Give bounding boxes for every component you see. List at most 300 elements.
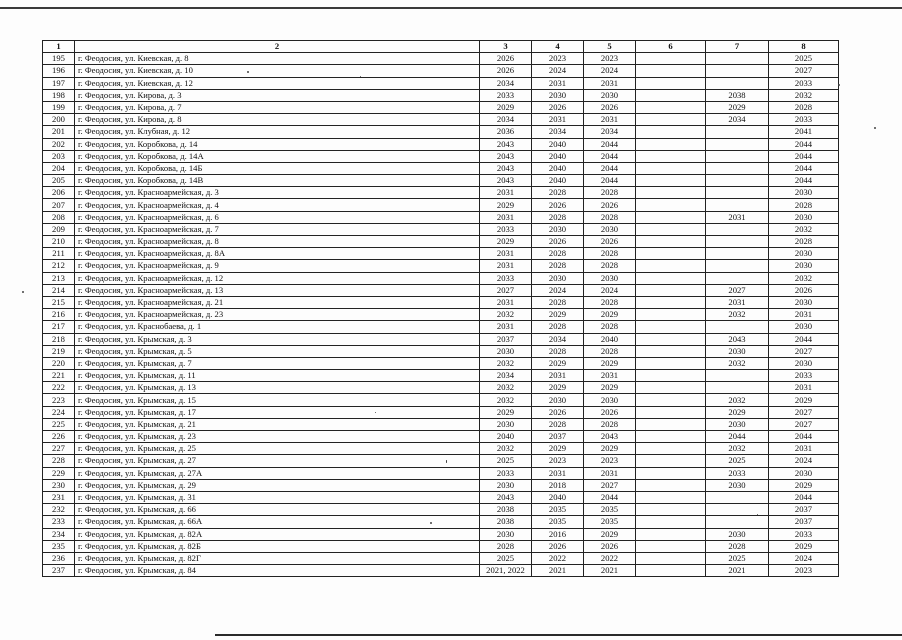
- cell-value-col-4: 2026: [532, 236, 584, 248]
- cell-value-col-3: 2040: [480, 431, 532, 443]
- cell-value-col-5: 2026: [584, 236, 636, 248]
- cell-value-col-4: 2031: [532, 467, 584, 479]
- cell-value-col-6: [636, 394, 706, 406]
- cell-value-col-3: 2033: [480, 467, 532, 479]
- cell-value-col-5: 2028: [584, 345, 636, 357]
- cell-value-col-5: 2026: [584, 199, 636, 211]
- cell-value-col-6: [636, 53, 706, 65]
- table-row: [43, 540, 839, 552]
- cell-row-number: 231: [43, 491, 75, 503]
- cell-value-col-6: [636, 260, 706, 272]
- cell-value-col-3: 2031: [480, 248, 532, 260]
- cell-value-col-8: 2031: [769, 443, 839, 455]
- table-row: [43, 333, 839, 345]
- cell-value-col-4: 2028: [532, 211, 584, 223]
- cell-value-col-6: [636, 162, 706, 174]
- cell-value-col-5: 2024: [584, 65, 636, 77]
- cell-address: г. Феодосия, ул. Красноармейская, д. 9: [75, 260, 480, 272]
- cell-value-col-4: 2031: [532, 77, 584, 89]
- cell-value-col-4: 2029: [532, 357, 584, 369]
- cell-value-col-7: 2031: [706, 211, 769, 223]
- cell-value-col-3: 2032: [480, 357, 532, 369]
- cell-value-col-7: 2027: [706, 284, 769, 296]
- header-row: [43, 41, 839, 53]
- column-header-5: 5: [584, 41, 636, 53]
- cell-address: г. Феодосия, ул. Крымская, д. 21: [75, 418, 480, 430]
- cell-value-col-8: 2033: [769, 370, 839, 382]
- cell-value-col-3: 2032: [480, 309, 532, 321]
- table-row: [43, 138, 839, 150]
- cell-value-col-4: 2030: [532, 394, 584, 406]
- table-row: [43, 382, 839, 394]
- cell-value-col-7: [706, 504, 769, 516]
- cell-address: г. Феодосия, ул. Крымская, д. 17: [75, 406, 480, 418]
- cell-row-number: 237: [43, 565, 75, 577]
- cell-address: г. Феодосия, ул. Крымская, д. 5: [75, 345, 480, 357]
- cell-value-col-8: 2030: [769, 357, 839, 369]
- cell-address: г. Феодосия, ул. Крымская, д. 27: [75, 455, 480, 467]
- cell-value-col-5: 2044: [584, 175, 636, 187]
- cell-address: г. Феодосия, ул. Красноармейская, д. 3: [75, 187, 480, 199]
- cell-value-col-3: 2029: [480, 406, 532, 418]
- cell-value-col-5: 2035: [584, 516, 636, 528]
- cell-row-number: 198: [43, 89, 75, 101]
- cell-value-col-3: 2021, 2022: [480, 565, 532, 577]
- scan-speck: [446, 460, 447, 463]
- cell-value-col-8: 2044: [769, 150, 839, 162]
- cell-value-col-8: 2023: [769, 565, 839, 577]
- cell-value-col-5: 2026: [584, 406, 636, 418]
- cell-address: г. Феодосия, ул. Коробкова, д. 14: [75, 138, 480, 150]
- cell-value-col-7: 2032: [706, 394, 769, 406]
- cell-row-number: 219: [43, 345, 75, 357]
- cell-value-col-6: [636, 284, 706, 296]
- cell-value-col-4: 2031: [532, 370, 584, 382]
- cell-value-col-5: 2043: [584, 431, 636, 443]
- cell-value-col-4: 2026: [532, 540, 584, 552]
- cell-value-col-8: 2030: [769, 211, 839, 223]
- table-row: [43, 272, 839, 284]
- cell-value-col-4: 2040: [532, 491, 584, 503]
- cell-address: г. Феодосия, ул. Красноармейская, д. 21: [75, 296, 480, 308]
- cell-value-col-6: [636, 443, 706, 455]
- cell-address: г. Феодосия, ул. Крымская, д. 27А: [75, 467, 480, 479]
- cell-value-col-4: 2028: [532, 187, 584, 199]
- cell-address: г. Феодосия, ул. Красноармейская, д. 6: [75, 211, 480, 223]
- cell-value-col-8: 2044: [769, 162, 839, 174]
- cell-row-number: 230: [43, 479, 75, 491]
- cell-value-col-6: [636, 248, 706, 260]
- cell-value-col-7: [706, 321, 769, 333]
- cell-row-number: 226: [43, 431, 75, 443]
- table-row: [43, 455, 839, 467]
- cell-value-col-5: 2028: [584, 296, 636, 308]
- cell-value-col-4: 2029: [532, 382, 584, 394]
- cell-value-col-5: 2030: [584, 394, 636, 406]
- cell-value-col-8: 2030: [769, 321, 839, 333]
- cell-value-col-3: 2030: [480, 345, 532, 357]
- cell-address: г. Феодосия, ул. Кирова, д. 8: [75, 114, 480, 126]
- cell-value-col-4: 2023: [532, 455, 584, 467]
- cell-value-col-4: 2040: [532, 162, 584, 174]
- cell-value-col-7: [706, 53, 769, 65]
- cell-value-col-6: [636, 77, 706, 89]
- cell-value-col-3: 2025: [480, 552, 532, 564]
- cell-value-col-3: 2028: [480, 540, 532, 552]
- cell-value-col-5: 2044: [584, 150, 636, 162]
- cell-value-col-6: [636, 516, 706, 528]
- cell-value-col-6: [636, 345, 706, 357]
- cell-value-col-7: 2032: [706, 357, 769, 369]
- table-row: [43, 345, 839, 357]
- cell-address: г. Феодосия, ул. Крымская, д. 15: [75, 394, 480, 406]
- cell-value-col-3: 2038: [480, 504, 532, 516]
- cell-value-col-6: [636, 357, 706, 369]
- cell-value-col-8: 2024: [769, 455, 839, 467]
- cell-address: г. Феодосия, ул. Крымская, д. 3: [75, 333, 480, 345]
- cell-value-col-5: 2029: [584, 443, 636, 455]
- cell-value-col-3: 2034: [480, 77, 532, 89]
- table-row: [43, 101, 839, 113]
- cell-value-col-3: 2030: [480, 479, 532, 491]
- table-row: [43, 77, 839, 89]
- column-header-2: 2: [75, 41, 480, 53]
- column-header-3: 3: [480, 41, 532, 53]
- cell-value-col-6: [636, 540, 706, 552]
- cell-value-col-4: 2026: [532, 199, 584, 211]
- cell-address: г. Феодосия, ул. Крымская, д. 82Б: [75, 540, 480, 552]
- cell-value-col-3: 2026: [480, 65, 532, 77]
- cell-value-col-3: 2029: [480, 199, 532, 211]
- cell-address: г. Феодосия, ул. Коробкова, д. 14Б: [75, 162, 480, 174]
- cell-value-col-4: 2021: [532, 565, 584, 577]
- cell-value-col-8: 2026: [769, 284, 839, 296]
- cell-value-col-8: 2032: [769, 272, 839, 284]
- cell-value-col-7: [706, 272, 769, 284]
- cell-value-col-4: 2040: [532, 175, 584, 187]
- cell-value-col-8: 2028: [769, 101, 839, 113]
- cell-value-col-8: 2041: [769, 126, 839, 138]
- table-row: [43, 53, 839, 65]
- cell-row-number: 206: [43, 187, 75, 199]
- cell-value-col-6: [636, 370, 706, 382]
- column-header-8: 8: [769, 41, 839, 53]
- cell-value-col-3: 2032: [480, 394, 532, 406]
- cell-value-col-6: [636, 333, 706, 345]
- cell-row-number: 203: [43, 150, 75, 162]
- cell-value-col-5: 2028: [584, 321, 636, 333]
- cell-value-col-7: 2028: [706, 540, 769, 552]
- cell-row-number: 197: [43, 77, 75, 89]
- cell-value-col-6: [636, 321, 706, 333]
- table-row: [43, 552, 839, 564]
- cell-address: г. Феодосия, ул. Краснобаева, д. 1: [75, 321, 480, 333]
- cell-row-number: 224: [43, 406, 75, 418]
- column-header-6: 6: [636, 41, 706, 53]
- cell-value-col-5: 2031: [584, 467, 636, 479]
- cell-value-col-3: 2031: [480, 187, 532, 199]
- cell-value-col-6: [636, 199, 706, 211]
- cell-value-col-5: 2028: [584, 418, 636, 430]
- cell-value-col-3: 2043: [480, 138, 532, 150]
- cell-value-col-3: 2027: [480, 284, 532, 296]
- table-row: [43, 528, 839, 540]
- cell-row-number: 229: [43, 467, 75, 479]
- cell-value-col-7: 2043: [706, 333, 769, 345]
- cell-address: г. Феодосия, ул. Крымская, д. 82Г: [75, 552, 480, 564]
- cell-address: г. Феодосия, ул. Крымская, д. 31: [75, 491, 480, 503]
- cell-value-col-5: 2026: [584, 101, 636, 113]
- table-row: [43, 296, 839, 308]
- cell-address: г. Феодосия, ул. Крымская, д. 82А: [75, 528, 480, 540]
- cell-value-col-7: 2044: [706, 431, 769, 443]
- table-body: [43, 53, 839, 577]
- cell-value-col-3: 2033: [480, 223, 532, 235]
- cell-address: г. Феодосия, ул. Красноармейская, д. 4: [75, 199, 480, 211]
- cell-value-col-3: 2025: [480, 455, 532, 467]
- cell-value-col-8: 2029: [769, 540, 839, 552]
- cell-value-col-8: 2030: [769, 187, 839, 199]
- cell-value-col-3: 2030: [480, 418, 532, 430]
- cell-value-col-5: 2044: [584, 138, 636, 150]
- table-row: [43, 199, 839, 211]
- scan-speck: [874, 127, 876, 129]
- cell-value-col-4: 2030: [532, 223, 584, 235]
- table-row: [43, 65, 839, 77]
- cell-value-col-3: 2038: [480, 516, 532, 528]
- cell-value-col-5: 2028: [584, 211, 636, 223]
- cell-row-number: 232: [43, 504, 75, 516]
- cell-row-number: 213: [43, 272, 75, 284]
- cell-value-col-3: 2032: [480, 443, 532, 455]
- cell-value-col-5: 2023: [584, 455, 636, 467]
- cell-value-col-6: [636, 101, 706, 113]
- cell-value-col-8: 2031: [769, 309, 839, 321]
- cell-value-col-6: [636, 552, 706, 564]
- cell-value-col-7: 2031: [706, 296, 769, 308]
- cell-value-col-4: 2016: [532, 528, 584, 540]
- cell-value-col-8: 2032: [769, 89, 839, 101]
- scan-speck: [22, 291, 24, 293]
- cell-row-number: 212: [43, 260, 75, 272]
- table-row: [43, 309, 839, 321]
- cell-value-col-4: 2035: [532, 516, 584, 528]
- cell-value-col-3: 2032: [480, 382, 532, 394]
- cell-address: г. Феодосия, ул. Красноармейская, д. 8: [75, 236, 480, 248]
- table-row: [43, 89, 839, 101]
- cell-address: г. Феодосия, ул. Коробкова, д. 14В: [75, 175, 480, 187]
- cell-value-col-8: 2029: [769, 394, 839, 406]
- cell-value-col-4: 2034: [532, 333, 584, 345]
- cell-value-col-7: [706, 260, 769, 272]
- table-row: [43, 479, 839, 491]
- cell-value-col-4: 2030: [532, 272, 584, 284]
- cell-address: г. Феодосия, ул. Крымская, д. 66: [75, 504, 480, 516]
- cell-value-col-8: 2024: [769, 552, 839, 564]
- cell-value-col-5: 2029: [584, 528, 636, 540]
- cell-value-col-8: 2033: [769, 114, 839, 126]
- cell-value-col-6: [636, 491, 706, 503]
- cell-value-col-7: 2032: [706, 443, 769, 455]
- cell-value-col-7: [706, 138, 769, 150]
- cell-value-col-5: 2021: [584, 565, 636, 577]
- cell-value-col-6: [636, 479, 706, 491]
- cell-value-col-5: 2023: [584, 53, 636, 65]
- cell-value-col-4: 2022: [532, 552, 584, 564]
- table-row: [43, 175, 839, 187]
- cell-value-col-6: [636, 211, 706, 223]
- cell-value-col-6: [636, 382, 706, 394]
- cell-value-col-7: [706, 175, 769, 187]
- table-row: [43, 504, 839, 516]
- table-row: [43, 284, 839, 296]
- cell-row-number: 233: [43, 516, 75, 528]
- cell-address: г. Феодосия, ул. Крымская, д. 13: [75, 382, 480, 394]
- cell-address: г. Феодосия, ул. Клубная, д. 12: [75, 126, 480, 138]
- cell-value-col-6: [636, 406, 706, 418]
- table-row: [43, 223, 839, 235]
- cell-value-col-8: 2037: [769, 504, 839, 516]
- housing-schedule-table: [42, 40, 839, 577]
- table-row: [43, 248, 839, 260]
- cell-value-col-7: 2025: [706, 455, 769, 467]
- cell-value-col-3: 2031: [480, 321, 532, 333]
- scan-bottom-edge: [215, 634, 902, 636]
- cell-row-number: 210: [43, 236, 75, 248]
- column-header-7: 7: [706, 41, 769, 53]
- cell-value-col-6: [636, 272, 706, 284]
- cell-address: г. Феодосия, ул. Крымская, д. 23: [75, 431, 480, 443]
- cell-value-col-6: [636, 455, 706, 467]
- cell-row-number: 200: [43, 114, 75, 126]
- cell-value-col-6: [636, 236, 706, 248]
- cell-value-col-6: [636, 309, 706, 321]
- cell-value-col-7: [706, 370, 769, 382]
- cell-value-col-4: 2028: [532, 248, 584, 260]
- cell-value-col-4: 2026: [532, 406, 584, 418]
- cell-address: г. Феодосия, ул. Киевская, д. 8: [75, 53, 480, 65]
- cell-address: г. Феодосия, ул. Кирова, д. 7: [75, 101, 480, 113]
- scan-speck: [375, 412, 376, 413]
- table-row: [43, 394, 839, 406]
- cell-value-col-3: 2036: [480, 126, 532, 138]
- cell-value-col-6: [636, 431, 706, 443]
- cell-value-col-5: 2031: [584, 77, 636, 89]
- cell-value-col-6: [636, 89, 706, 101]
- cell-value-col-7: [706, 491, 769, 503]
- cell-row-number: 196: [43, 65, 75, 77]
- table-row: [43, 406, 839, 418]
- cell-value-col-5: 2028: [584, 248, 636, 260]
- cell-value-col-3: 2026: [480, 53, 532, 65]
- cell-row-number: 208: [43, 211, 75, 223]
- cell-address: г. Феодосия, ул. Крымская, д. 66А: [75, 516, 480, 528]
- cell-address: г. Феодосия, ул. Крымская, д. 11: [75, 370, 480, 382]
- cell-value-col-3: 2037: [480, 333, 532, 345]
- cell-row-number: 235: [43, 540, 75, 552]
- table-row: [43, 321, 839, 333]
- cell-value-col-5: 2044: [584, 491, 636, 503]
- table-row: [43, 150, 839, 162]
- cell-value-col-4: 2037: [532, 431, 584, 443]
- cell-value-col-7: 2030: [706, 528, 769, 540]
- cell-value-col-7: 2029: [706, 406, 769, 418]
- cell-row-number: 221: [43, 370, 75, 382]
- scan-speck: [430, 522, 432, 524]
- cell-value-col-8: 2030: [769, 296, 839, 308]
- table-row: [43, 357, 839, 369]
- scan-speck: [838, 84, 840, 86]
- cell-value-col-4: 2023: [532, 53, 584, 65]
- cell-value-col-8: 2044: [769, 333, 839, 345]
- cell-value-col-4: 2030: [532, 89, 584, 101]
- cell-row-number: 209: [43, 223, 75, 235]
- cell-address: г. Феодосия, ул. Кирова, д. 3: [75, 89, 480, 101]
- cell-value-col-7: [706, 516, 769, 528]
- cell-value-col-3: 2043: [480, 162, 532, 174]
- cell-value-col-8: 2030: [769, 248, 839, 260]
- cell-address: г. Феодосия, ул. Крымская, д. 84: [75, 565, 480, 577]
- cell-value-col-7: [706, 199, 769, 211]
- cell-value-col-6: [636, 65, 706, 77]
- cell-value-col-5: 2024: [584, 284, 636, 296]
- cell-value-col-7: 2030: [706, 345, 769, 357]
- table-row: [43, 162, 839, 174]
- cell-value-col-6: [636, 504, 706, 516]
- scan-speck: [757, 514, 758, 515]
- cell-value-col-3: 2033: [480, 272, 532, 284]
- cell-row-number: 216: [43, 309, 75, 321]
- cell-value-col-8: 2030: [769, 260, 839, 272]
- cell-row-number: 217: [43, 321, 75, 333]
- cell-address: г. Феодосия, ул. Киевская, д. 10: [75, 65, 480, 77]
- cell-value-col-6: [636, 223, 706, 235]
- cell-value-col-8: 2029: [769, 479, 839, 491]
- cell-value-col-3: 2034: [480, 370, 532, 382]
- table-row: [43, 443, 839, 455]
- cell-value-col-8: 2030: [769, 467, 839, 479]
- cell-row-number: 228: [43, 455, 75, 467]
- cell-value-col-7: [706, 236, 769, 248]
- cell-value-col-4: 2034: [532, 126, 584, 138]
- cell-value-col-6: [636, 175, 706, 187]
- cell-value-col-8: 2044: [769, 175, 839, 187]
- cell-value-col-7: [706, 187, 769, 199]
- cell-row-number: 195: [43, 53, 75, 65]
- cell-value-col-5: 2029: [584, 309, 636, 321]
- cell-value-col-3: 2043: [480, 175, 532, 187]
- cell-value-col-5: 2028: [584, 260, 636, 272]
- cell-value-col-8: 2027: [769, 65, 839, 77]
- cell-row-number: 222: [43, 382, 75, 394]
- table-row: [43, 418, 839, 430]
- cell-value-col-4: 2018: [532, 479, 584, 491]
- cell-row-number: 214: [43, 284, 75, 296]
- cell-value-col-8: 2044: [769, 491, 839, 503]
- table-row: [43, 565, 839, 577]
- cell-value-col-3: 2031: [480, 211, 532, 223]
- column-header-4: 4: [532, 41, 584, 53]
- table-row: [43, 260, 839, 272]
- cell-address: г. Феодосия, ул. Красноармейская, д. 7: [75, 223, 480, 235]
- cell-value-col-4: 2028: [532, 321, 584, 333]
- cell-value-col-6: [636, 126, 706, 138]
- cell-value-col-7: [706, 248, 769, 260]
- cell-value-col-4: 2024: [532, 284, 584, 296]
- cell-value-col-5: 2029: [584, 357, 636, 369]
- cell-value-col-6: [636, 418, 706, 430]
- scan-speck: [360, 76, 361, 77]
